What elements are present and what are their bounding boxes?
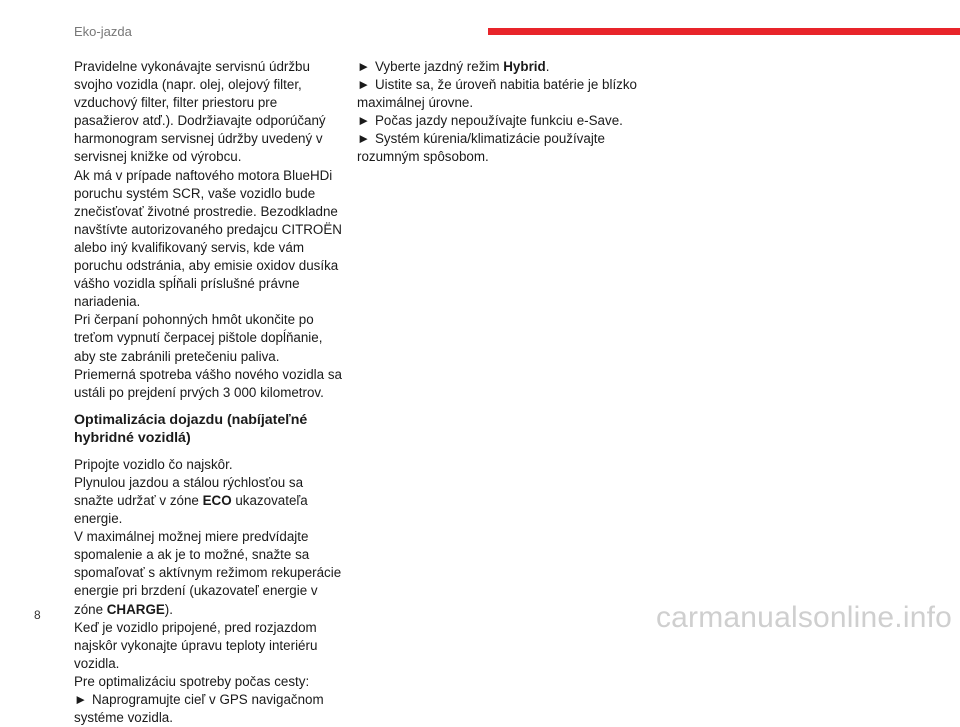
consumption-paragraph: Priemerná spotreba vášho nového vozidla sa ustáli po prejdení prvých 3 000 kilometrov. [74, 366, 342, 400]
charge-paragraph: V maximálnej možnej miere predvídajte spomalenie a ak je to možné, snažte sa spomaľovať s aktívnym režimom rekuperácie energie pri brzdení (ukazovateľ energie v zóne CHARGE). [74, 529, 342, 617]
maintenance-paragraph: Pravidelne vykonávajte servisnú údržbu svojho vozidla (napr. olej, olejový filter, vzduchový filter, filter priestoru pre pasažierov atď.). Dodržiavajte odporúčaný harmonogram servisnej údržby uvedený v servisnej knižke od výrobcu. [74, 59, 326, 165]
bullet-arrow-icon: ► [357, 131, 371, 147]
bullet-arrow-icon: ► [357, 77, 371, 93]
running-header: Eko-jazda [74, 24, 132, 39]
left-column [74, 58, 342, 727]
charge-label: CHARGE [106, 601, 165, 617]
bullet-battery: ► Uistite sa, že úroveň nabitia batérie je blízko maximálnej úrovne. [357, 77, 638, 111]
plug-in-paragraph: Pripojte vozidlo čo najskôr. [74, 456, 233, 472]
bullet-esave: ► Počas jazdy nepoužívajte funkciu e-Save. [357, 112, 637, 130]
refuel-paragraph: Pri čerpaní pohonných hmôt ukončite po treťom vypnutí čerpacej pištole dopĺňanie, aby ste zabránili pretečeniu paliva. [74, 312, 323, 364]
watermark: carmanualsonline.info [655, 601, 952, 634]
bullet-arrow-icon: ► [74, 692, 88, 707]
bullet-climate: ► Systém kúrenia/klimatizácie používajte rozumným spôsobom. [357, 131, 605, 165]
bullet-gps: ► Naprogramujte cieľ v GPS navigačnom systéme vozidla. [74, 692, 324, 726]
hybrid-label: Hybrid [503, 59, 546, 74]
header-accent-bar [488, 28, 960, 35]
bullet-arrow-icon: ► [357, 113, 371, 129]
preconditioning-paragraph: Keď je vozidlo pripojené, pred rozjazdom najskôr vykonajte úpravu teploty interiéru vozidla. [74, 619, 318, 671]
eco-paragraph: Plynulou jazdou a stálou rýchlosťou sa snažte udržať v zóne ECO ukazovateľa energie. [74, 474, 308, 527]
right-column [357, 58, 637, 167]
bullet-arrow-icon: ► [357, 59, 371, 74]
bullet-hybrid-mode: ► Vyberte jazdný režim Hybrid. [357, 58, 637, 76]
section-heading: Optimalizácia dojazdu (nabíjateľné hybridné vozidlá) [74, 411, 308, 447]
optimization-intro: Pre optimalizáciu spotreby počas cesty: [74, 673, 310, 689]
eco-label: ECO [202, 492, 232, 508]
page-number: 8 [34, 608, 41, 622]
scr-paragraph: Ak má v prípade naftového motora BlueHDi poruchu systém SCR, vaše vozidlo bude znečisťovať životné prostredie. Bezodkladne navštívte autorizovaného predajcu CITROËN alebo iný kvalifikovaný servis, kde vám poruchu odstránia, aby emisie oxidov dusíka vášho vozidla spĺňali príslušné právne nariadenia. [74, 167, 342, 310]
